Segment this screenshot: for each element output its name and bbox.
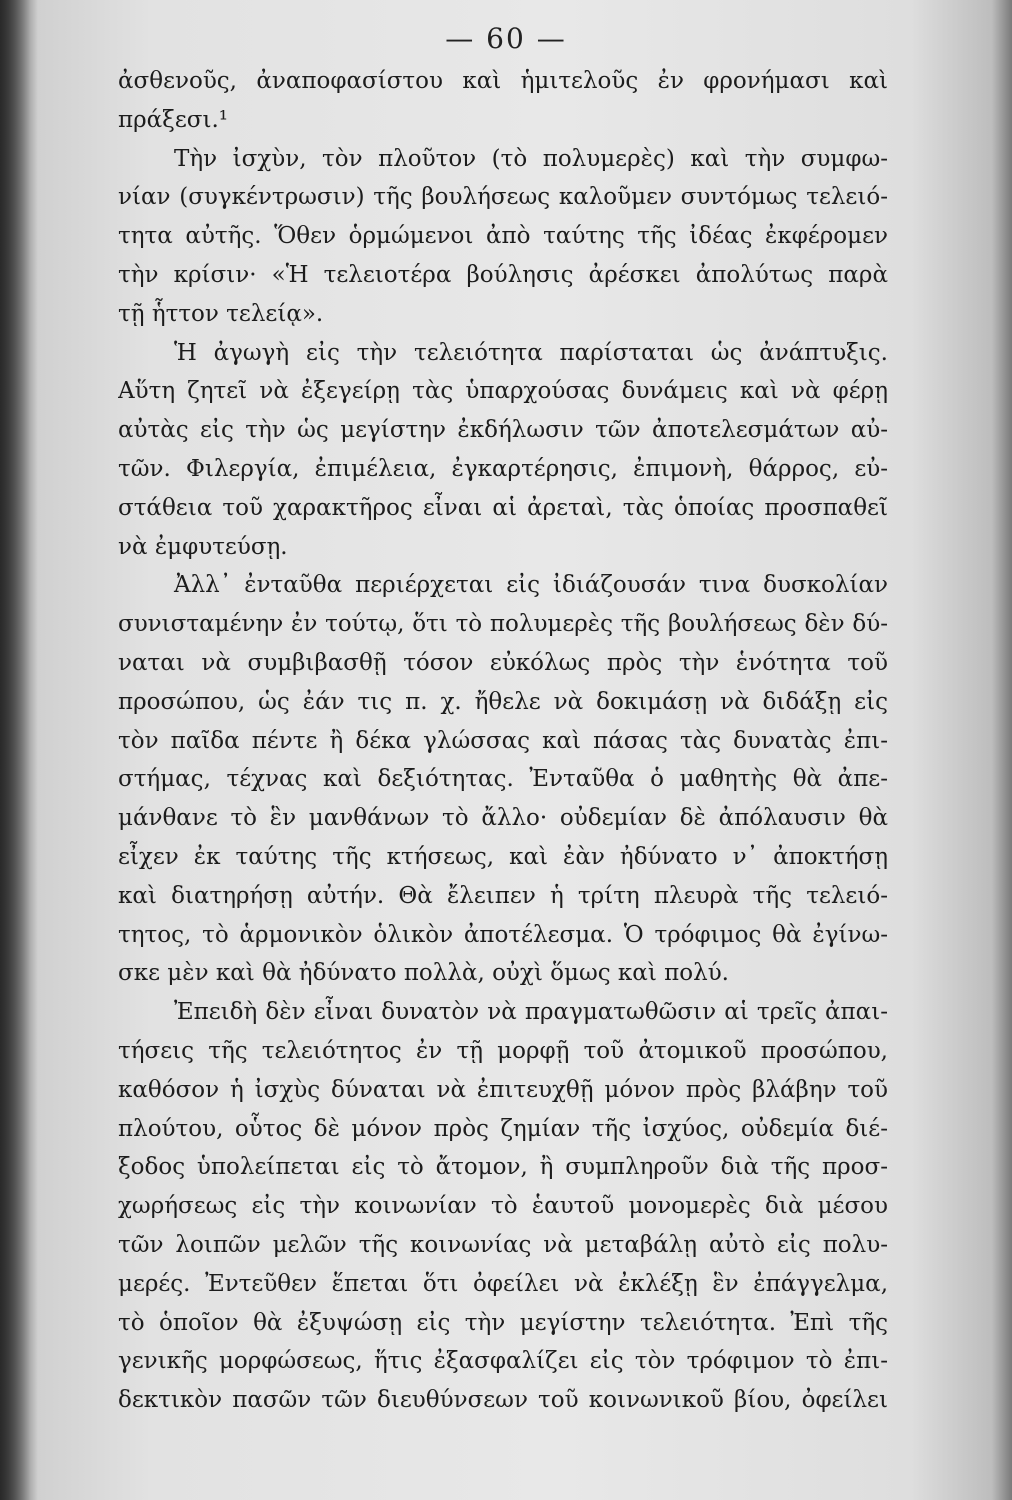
paragraph-start: Ἀλλ᾽ ἐνταῦθα περιέρχεται εἰς ἰδιάζουσάν τινα δυσκολίαν	[174, 572, 888, 599]
text-line: τὴν κρίσιν· «Ἡ τελειοτέρα βούλησις ἀρέσκει ἀπολύτως παρὰ	[118, 261, 888, 288]
text-line: τητα αὐτῆς. Ὅθεν ὁρμώμενοι ἀπὸ ταύτης τῆς ἰδέας ἐκφέρομεν	[118, 223, 888, 250]
text-line: καὶ διατηρήσῃ αὐτήν. Θὰ ἔλειπεν ἡ τρίτη πλευρὰ τῆς τελειό-	[118, 882, 888, 909]
text-line: νὰ ἐμφυτεύσῃ.	[118, 533, 288, 560]
paragraph-start: Τὴν ἰσχὺν, τὸν πλοῦτον (τὸ πολυμερὲς) καὶ τὴν συμφω-	[174, 145, 888, 172]
paragraph-start: Ἐπειδὴ δὲν εἶναι δυνατὸν νὰ πραγματωθῶσιν αἱ τρεῖς ἀπαι-	[174, 999, 888, 1026]
text-line: πλούτου, οὗτος δὲ μόνον πρὸς ζημίαν τῆς ἰσχύος, οὐδεμία διέ-	[118, 1115, 888, 1142]
text-line: μάνθανε τὸ ἓν μανθάνων τὸ ἄλλο· οὐδεμίαν δὲ ἀπόλαυσιν θὰ	[118, 805, 888, 832]
text-line: μερές. Ἐντεῦθεν ἕπεται ὅτι ὀφείλει νὰ ἐκλέξῃ ἓν ἐπάγγελμα,	[118, 1270, 888, 1297]
text-line: δεκτικὸν πασῶν τῶν διευθύνσεων τοῦ κοινωνικοῦ βίου, ὀφείλει	[118, 1387, 888, 1414]
text-line: στάθεια τοῦ χαρακτῆρος εἶναι αἱ ἀρεταὶ, τὰς ὁποίας προσπαθεῖ	[118, 494, 888, 521]
page-number: — 60 —	[445, 22, 567, 55]
text-line: τὸ ὁποῖον θὰ ἐξυψώσῃ εἰς τὴν μεγίστην τελειότητα. Ἐπὶ τῆς	[118, 1309, 888, 1336]
text-line: Αὕτη ζητεῖ νὰ ἐξεγείρῃ τὰς ὑπαρχούσας δυνάμεις καὶ νὰ φέρῃ	[118, 378, 888, 405]
text-line: τῶν λοιπῶν μελῶν τῆς κοινωνίας νὰ μεταβάλῃ αὐτὸ εἰς πολυ-	[118, 1231, 888, 1258]
text-line: καθόσον ἡ ἰσχὺς δύναται νὰ ἐπιτευχθῇ μόνον πρὸς βλάβην τοῦ	[118, 1076, 888, 1103]
text-line: συνισταμένην ἐν τούτῳ, ὅτι τὸ πολυμερὲς τῆς βουλήσεως δὲν δύ-	[118, 611, 888, 638]
text-line: εἶχεν ἐκ ταύτης τῆς κτήσεως, καὶ ἐὰν ἠδύνατο ν᾽ ἀποκτήσῃ	[118, 843, 888, 870]
text-line: τὸν παῖδα πέντε ἢ δέκα γλώσσας καὶ πάσας τὰς δυνατὰς ἐπι-	[118, 727, 888, 754]
text-line: σκε μὲν καὶ θὰ ἠδύνατο πολλὰ, οὐχὶ ὅμως καὶ πολύ.	[118, 960, 729, 987]
body-text	[118, 62, 888, 1420]
text-line: πράξεσι.¹	[118, 106, 229, 133]
paragraph-start: Ἡ ἀγωγὴ εἰς τὴν τελειότητα παρίσταται ὡς ἀνάπτυξις.	[174, 339, 888, 366]
text-line: προσώπου, ὡς ἐάν τις π. χ. ἤθελε νὰ δοκιμάσῃ νὰ διδάξῃ εἰς	[118, 688, 888, 715]
text-line: τῇ ἧττον τελείᾳ».	[118, 300, 324, 327]
text-line: τητος, τὸ ἁρμονικὸν ὁλικὸν ἀποτέλεσμα. Ὁ τρόφιμος θὰ ἐγίνω-	[118, 921, 888, 948]
text-line: χωρήσεως εἰς τὴν κοινωνίαν τὸ ἑαυτοῦ μονομερὲς διὰ μέσου	[118, 1193, 888, 1220]
text-line: νίαν (συγκέντρωσιν) τῆς βουλήσεως καλοῦμεν συντόμως τελειό-	[118, 184, 888, 211]
text-line: ξοδος ὑπολείπεται εἰς τὸ ἄτομον, ἢ συμπληροῦν διὰ τῆς προσ-	[118, 1154, 888, 1181]
text-line: ναται νὰ συμβιβασθῇ τόσον εὐκόλως πρὸς τὴν ἑνότητα τοῦ	[118, 649, 888, 676]
text-line: γενικῆς μορφώσεως, ἥτις ἐξασφαλίζει εἰς τὸν τρόφιμον τὸ ἐπι-	[118, 1348, 888, 1375]
text-line: αὐτὰς εἰς τὴν ὡς μεγίστην ἐκδήλωσιν τῶν ἀποτελεσμάτων αὐ-	[118, 417, 888, 444]
text-line: τήσεις τῆς τελειότητος ἐν τῇ μορφῇ τοῦ ἀτομικοῦ προσώπου,	[118, 1037, 888, 1064]
page-gutter-shadow	[0, 0, 38, 1500]
text-line: τῶν. Φιλεργία, ἐπιμέλεια, ἐγκαρτέρησις, ἐπιμονὴ, θάρρος, εὐ-	[118, 455, 888, 482]
text-line: ἀσθενοῦς, ἀναποφασίστου καὶ ἡμιτελοῦς ἐν φρονήμασι καὶ	[118, 68, 888, 94]
text-line: στήμας, τέχνας καὶ δεξιότητας. Ἐνταῦθα ὁ μαθητὴς θὰ ἀπε-	[118, 766, 888, 793]
